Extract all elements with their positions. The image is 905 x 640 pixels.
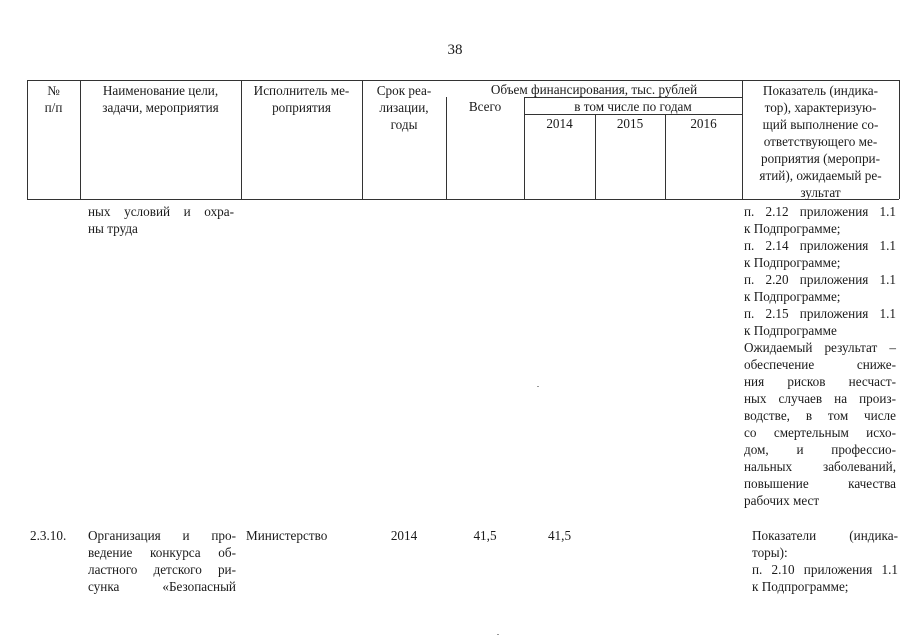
- indicator-line: дом, и профессио-: [744, 442, 896, 457]
- continued-name-line: ных условий и охра-: [88, 204, 234, 219]
- continued-row-name: [88, 203, 234, 237]
- header-year-2016: 2016: [690, 116, 717, 131]
- indicator-line: ния рисков несчаст-: [744, 374, 896, 389]
- indicator-line: нальных заболеваний,: [744, 459, 896, 474]
- row-2014: 41,5: [547, 528, 572, 543]
- header-total: Всего: [468, 99, 502, 114]
- continued-row-indicator: [744, 203, 896, 509]
- indicator-line: к Подпрограмме;: [744, 221, 841, 236]
- header-indicator-line: щий выполнение со-: [762, 117, 879, 132]
- header-num-col: [27, 82, 80, 116]
- header-name-col: [80, 82, 241, 116]
- header-term-line: лизации,: [379, 100, 429, 115]
- indicator-line: к Подпрограмме: [744, 323, 837, 338]
- indicator-line: п. 2.12 приложения 1.1: [744, 204, 896, 219]
- indicator-line: п. 2.14 приложения 1.1: [744, 238, 896, 253]
- scan-speck: [537, 386, 539, 387]
- row-indicator-line: торы):: [752, 545, 788, 560]
- header-executor-line: Исполнитель ме-: [253, 83, 350, 98]
- indicator-line: повышение качества: [744, 476, 896, 491]
- indicator-line: со смертельным исхо-: [744, 425, 896, 440]
- header-year-2015: 2015: [616, 116, 644, 131]
- header-funding-title: Объем финансирования, тыс. рублей: [490, 82, 698, 97]
- indicator-line: водстве, в том числе: [744, 408, 896, 423]
- header-executor-col: [241, 82, 362, 116]
- row-name-line: сунка «Безопасный: [88, 579, 236, 594]
- row-name-line: Организация и про-: [88, 528, 236, 543]
- row-indicator-line: Показатели (индика-: [752, 528, 898, 543]
- header-by-years: в том числе по годам: [574, 99, 692, 114]
- header-term-col: [362, 82, 446, 133]
- header-indicator-line: ятий), ожидаемый ре-: [759, 168, 882, 183]
- row-term: 2014: [390, 528, 418, 543]
- header-indicator-line: зультат: [800, 185, 841, 200]
- row-executor: Министерство: [246, 528, 328, 543]
- header-term-line: годы: [390, 117, 418, 132]
- indicator-line: обеспечение сниже-: [744, 357, 896, 372]
- header-num-line: п/п: [44, 100, 63, 115]
- header-executor-line: роприятия: [272, 100, 331, 115]
- row-name-line: ведение конкурса об-: [88, 545, 236, 560]
- row-indicator-line: к Подпрограмме;: [752, 579, 849, 594]
- row-indicator-line: п. 2.10 приложения 1.1: [752, 562, 898, 577]
- row-indicator: [752, 527, 898, 595]
- header-name-line: Наименование цели,: [102, 83, 219, 98]
- indicator-line: к Подпрограмме;: [744, 289, 841, 304]
- grid-col-9: [899, 80, 900, 199]
- indicator-line: п. 2.15 приложения 1.1: [744, 306, 896, 321]
- header-term-line: Срок реа-: [376, 83, 432, 98]
- scan-speck: [497, 634, 499, 635]
- indicator-line: Ожидаемый результат –: [744, 340, 896, 355]
- row-name-line: ластного детского ри-: [88, 562, 236, 577]
- indicator-line: к Подпрограмме;: [744, 255, 841, 270]
- row-name: [88, 527, 236, 595]
- header-indicator-col: [743, 82, 898, 201]
- header-year-2014: 2014: [546, 116, 573, 131]
- header-name-line: задачи, мероприятия: [102, 100, 219, 115]
- indicator-line: п. 2.20 приложения 1.1: [744, 272, 896, 287]
- indicator-line: рабочих мест: [744, 493, 820, 508]
- page-number: 38: [447, 42, 463, 58]
- header-indicator-line: тор), характеризую-: [764, 100, 877, 115]
- header-indicator-line: роприятия (меропри-: [760, 151, 881, 166]
- row-number: 2.3.10.: [30, 528, 67, 543]
- header-num-line: №: [47, 83, 60, 98]
- header-indicator-line: Показатель (индика-: [762, 83, 879, 98]
- indicator-line: ных случаев на произ-: [744, 391, 896, 406]
- continued-name-line: ны труда: [88, 221, 138, 236]
- header-indicator-line: ответствующего ме-: [763, 134, 878, 149]
- row-total: 41,5: [473, 528, 497, 543]
